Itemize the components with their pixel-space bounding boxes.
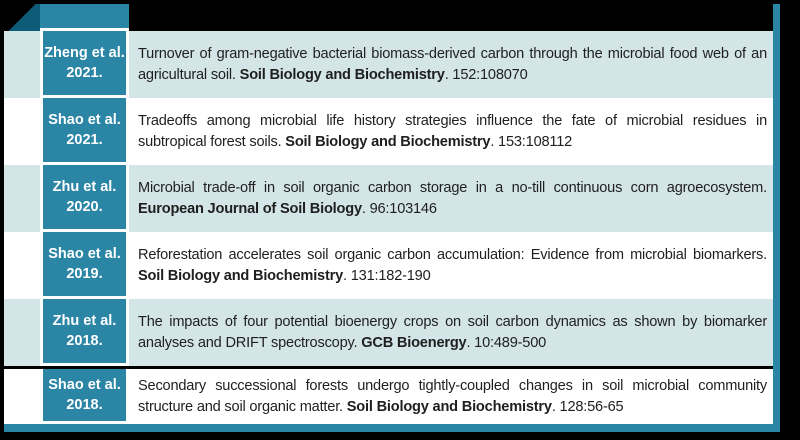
journal-name: European Journal of Soil Biology bbox=[138, 200, 362, 217]
citation-ref: . 10:489-500 bbox=[466, 334, 547, 351]
author-name: Zheng et al. bbox=[44, 45, 125, 61]
publication-title: Turnover of gram-negative bacterial biomass-derived carbon through the microbial food web of an agricultural soil. bbox=[138, 45, 767, 83]
row-stripe bbox=[4, 31, 40, 98]
row-stripe bbox=[4, 369, 40, 424]
row-stripe bbox=[4, 165, 40, 232]
row-stripe bbox=[4, 232, 40, 299]
author-year: 2021. bbox=[66, 132, 103, 148]
journal-name: Soil Biology and Biochemistry bbox=[138, 267, 344, 284]
author-name: Shao et al. bbox=[48, 377, 121, 393]
author-name: Shao et al. bbox=[48, 246, 121, 262]
citation-ref: . 96:103146 bbox=[361, 200, 437, 217]
author-name: Zhu et al. bbox=[52, 179, 117, 195]
publication-text bbox=[129, 299, 773, 366]
journal-name: Soil Biology and Biochemistry bbox=[285, 133, 491, 150]
publication-title: Reforestation accelerates soil organic carbon accumulation: Evidence from microbial biomarkers. bbox=[138, 246, 767, 263]
author-name: Shao et al. bbox=[48, 112, 121, 128]
publication-row bbox=[4, 31, 773, 98]
publication-title: Secondary successional forests undergo tightly-coupled changes in soil microbial community structure and soil organic matter. bbox=[138, 377, 767, 415]
publication-title: The impacts of four potential bioenergy crops on soil carbon dynamics as shown by biomarker analyses and DRIFT spectroscopy. bbox=[138, 313, 767, 351]
author-year: 2021. bbox=[66, 65, 103, 81]
author-year: 2019. bbox=[66, 266, 103, 282]
publication-row bbox=[4, 232, 773, 299]
publication-text bbox=[129, 232, 773, 299]
citation-ref: . 131:182-190 bbox=[343, 267, 431, 284]
citation-ref: . 128:56-65 bbox=[551, 398, 624, 415]
journal-name: Soil Biology and Biochemistry bbox=[239, 66, 445, 83]
title-column-header bbox=[129, 4, 773, 31]
publication-text bbox=[129, 98, 773, 165]
author-badge bbox=[40, 31, 129, 98]
author-badge bbox=[40, 232, 129, 299]
publication-row bbox=[4, 165, 773, 232]
row-stripe bbox=[4, 98, 40, 165]
publication-row bbox=[4, 299, 773, 366]
corner-diagonal-cell bbox=[4, 4, 40, 31]
publication-title: Tradeoffs among microbial life history strategies influence the fate of microbial residues in subtropical forest soils. bbox=[138, 112, 767, 150]
publication-title: Microbial trade-off in soil organic carbon storage in a no-till continuous corn agroecosystem. bbox=[138, 179, 767, 196]
author-year: 2018. bbox=[66, 397, 103, 413]
journal-name: Soil Biology and Biochemistry bbox=[346, 398, 552, 415]
citation-ref: . 153:108112 bbox=[490, 133, 573, 150]
journal-name: GCB Bioenergy bbox=[361, 334, 467, 351]
citation-ref: . 152:108070 bbox=[444, 66, 528, 83]
publication-row bbox=[4, 366, 773, 424]
publication-text bbox=[129, 165, 773, 232]
publications-table bbox=[4, 4, 780, 432]
publication-text bbox=[129, 31, 773, 98]
author-badge bbox=[40, 299, 129, 366]
author-name: Zhu et al. bbox=[52, 313, 117, 329]
bottom-accent-bar bbox=[4, 424, 773, 432]
author-year: 2018. bbox=[66, 333, 103, 349]
author-badge bbox=[40, 98, 129, 165]
row-stripe bbox=[4, 299, 40, 366]
publication-text bbox=[129, 369, 773, 424]
author-year: 2020. bbox=[66, 199, 103, 215]
table-header-row bbox=[4, 4, 773, 31]
author-badge bbox=[40, 165, 129, 232]
publication-row bbox=[4, 98, 773, 165]
author-column-header bbox=[40, 4, 129, 31]
author-badge bbox=[40, 369, 129, 424]
